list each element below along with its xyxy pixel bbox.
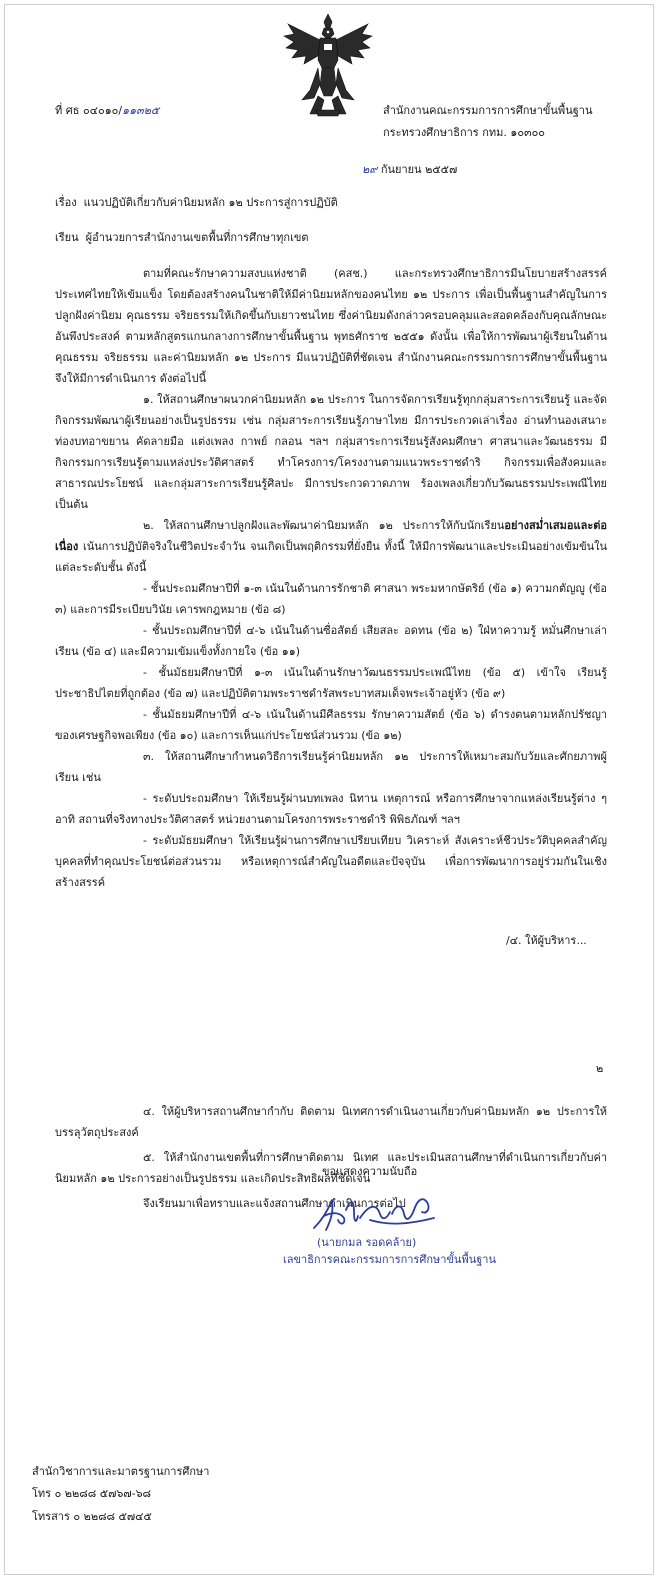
item-3-sub-2: - ระดับมัธยมศึกษา ให้เรียนรู้ผ่านการศึกษาเปรียบเทียบ วิเคราะห์ สังเคราะห์ชีวประวัติบุคคลสำคัญ บุคคลที่ทำคุณประโยชน์ต่อส่วนรวม หรือเหตุการณ์สำคัญในอดีตและปัจจุบัน เพื่อการพัฒนาการอยู่ร่วมกันในเชิงสร้างสรรค์ bbox=[55, 834, 607, 889]
item-2-sub-1: - ชั้นประถมศึกษาปีที่ ๑-๓ เน้นในด้านการรักชาติ ศาสนา พระมหากษัตริย์ (ข้อ ๑) ความกตัญญู (ข้อ ๓) และการมีระเบียบวินัย เคารพกฎหมาย (ข้อ ๘) bbox=[55, 582, 607, 616]
continuation-note: /๔. ให้ผู้บริหาร... bbox=[506, 934, 587, 947]
item-5: ๕. ให้สำนักงานเขตพื้นที่การศึกษาติดตาม นิเทศ และประเมินสถานศึกษาที่ดำเนินการเกี่ยวกับค่านิยมหลัก ๑๒ ประการอย่างเป็นรูปธรรม และเกิดประสิทธิผลที่ชัดเจน bbox=[55, 1151, 607, 1185]
date-month-year: กันยายน ๒๕๕๗ bbox=[380, 163, 458, 176]
salutation: ขอแสดงความนับถือ bbox=[322, 1165, 418, 1178]
reference-number bbox=[55, 101, 159, 121]
footer-department: สำนักวิชาการและมาตรฐานการศึกษา bbox=[32, 1465, 210, 1478]
item-2-bold-1: อย่างสม่ำเสมอ bbox=[504, 519, 574, 532]
item-2-sub-3: - ชั้นมัธยมศึกษาปีที่ ๑-๓ เน้นในด้านรักษาวัฒนธรรมประเพณีไทย (ข้อ ๕) เข้าใจ เรียนรู้ประชาธิปไตยที่ถูกต้อง (ข้อ ๗) และปฏิบัติตามพระราชดำรัสพระบาทสมเด็จพระเจ้าอยู่หัว (ข้อ ๙) bbox=[55, 666, 607, 700]
signer-position: เลขาธิการคณะกรรมการการศึกษาขั้นพื้นฐาน bbox=[283, 1253, 496, 1266]
item-2-sub-4: - ชั้นมัธยมศึกษาปีที่ ๔-๖ เน้นในด้านมีศีลธรรม รักษาความสัตย์ (ข้อ ๖) ดำรงตนตามหลักปรัชญาของเศรษฐกิจพอเพียง (ข้อ ๑๐) และการเห็นแก่ประโยชน์ส่วนรวม (ข้อ ๑๒) bbox=[55, 708, 607, 742]
handwritten-date-day: ๒๙ bbox=[362, 163, 378, 176]
reference-prefix: ที่ ศธ ๐๔๐๑๐/ bbox=[55, 104, 123, 117]
footer-phone: โทร ๐ ๒๒๘๘ ๕๗๖๗-๖๘ bbox=[32, 1487, 152, 1500]
garuda-emblem-icon bbox=[280, 10, 376, 118]
letter-body-page1 bbox=[55, 263, 607, 893]
item-2-sub-2: - ชั้นประถมศึกษาปีที่ ๔-๖ เน้นในด้านซื่อสัตย์ เสียสละ อดทน (ข้อ ๒) ใฝ่หาความรู้ หมั่นศึกษาเล่าเรียน (ข้อ ๔) และมีความเข้มแข็งทั้งกายใจ (ข้อ ๑๑) bbox=[55, 624, 607, 658]
footer-fax: โทรสาร ๐ ๒๒๘๘ ๕๗๔๕ bbox=[32, 1510, 152, 1523]
item-3-sub-1: - ระดับประถมศึกษา ให้เรียนรู้ผ่านบทเพลง นิทาน เหตุการณ์ หรือการศึกษาจากแหล่งเรียนรู้ต่าง ๆ อาทิ สถานที่จริงทางประวัติศาสตร์ หน่วยงานตามโครงการพระราชดำริ พิพิธภัณฑ์ ฯลฯ bbox=[55, 792, 607, 826]
item-2-text-cont: เน้นการปฏิบัติจริงในชีวิตประจำวัน จนเกิดเป็นพฤติกรรมที่ยั่งยืน ทั้งนี้ ให้มีการพัฒนาและประเมินอย่างเข้มข้นในแต่ละระดับชั้น ดังนี้ bbox=[55, 540, 607, 574]
item-2-text: ๒. ให้สถานศึกษาปลูกฝังและพัฒนาค่านิยมหลัก ๑๒ ประการให้กับนักเรียน bbox=[143, 519, 505, 532]
recipient-line bbox=[55, 228, 309, 248]
handwritten-signature-icon bbox=[310, 1190, 438, 1236]
office-address: กระทรวงศึกษาธิการ กทม. ๑๐๓๐๐ bbox=[383, 126, 546, 139]
document-date bbox=[362, 160, 457, 180]
item-4: ๔. ให้ผู้บริหารสถานศึกษากำกับ ติดตาม นิเทศการดำเนินงานเกี่ยวกับค่านิยมหลัก ๑๒ ประการให้บรรลุวัตถุประสงค์ bbox=[55, 1105, 607, 1139]
item-2-bold-2: และต่อเนื่อง bbox=[55, 519, 607, 553]
subject-label: เรื่อง bbox=[55, 196, 77, 209]
page-number: ๒ bbox=[596, 1062, 604, 1075]
subject-text: แนวปฏิบัติเกี่ยวกับค่านิยมหลัก ๑๒ ประการสู่การปฏิบัติ bbox=[83, 196, 338, 209]
intro-paragraph: ตามที่คณะรักษาความสงบแห่งชาติ (คสช.) และกระทรวงศึกษาธิการมีนโยบายสร้างสรรค์ประเทศไทยให้เข้มแข็ง โดยต้องสร้างคนในชาติให้มีค่านิยมหลักของคนไทย ๑๒ ประการ เพื่อเป็นพื้นฐานสำคัญในการปลูกฝังค่านิยม คุณธรรม จริยธรรมให้เกิดขึ้นกับเยาวชนไทย ซึ่งค่านิยมดังกล่าวครอบคลุมและสอดคล้องกับคุณลักษณะอันพึงประสงค์ ตามหลักสูตรแกนกลางการศึกษาขั้นพื้นฐาน พุทธศักราช ๒๕๕๑ ดังนั้น เพื่อให้การพัฒนาผู้เรียนในด้านคุณธรรม จริยธรรม และค่านิยมหลัก ๑๒ ประการ มีแนวปฏิบัติที่ชัดเจน สำนักงานคณะกรรมการการศึกษาขั้นพื้นฐานจึงให้มีการดำเนินการ ดังต่อไปนี้ bbox=[55, 267, 607, 385]
handwritten-ref-number: ๑๑๓๒๕ bbox=[122, 104, 160, 117]
item-1: ๑. ให้สถานศึกษาผนวกค่านิยมหลัก ๑๒ ประการ ในการจัดการเรียนรู้ทุกกลุ่มสาระการเรียนรู้ และจัดกิจกรรมพัฒนาผู้เรียนอย่างเป็นรูปธรรม เช่น กลุ่มสาระการเรียนรู้ภาษาไทย มีการประกวดเล่าเรื่อง อ่านทำนองเสนาะ ท่องบทอาขยาน คัดลายมือ แต่งเพลง กาพย์ กลอน ฯลฯ กลุ่มสาระการเรียนรู้สังคมศึกษา ศาสนาและวัฒนธรรม มีกิจกรรมการเรียนรู้ตามแหล่งประวัติศาสตร์ ทำโครงการ/โครงงานตามแนวพระราชดำริ กิจกรรมเพื่อสังคมและสาธารณประโยชน์ และกลุ่มสาระการเรียนรู้ศิลปะ มีการประกวดวาดภาพ ร้องเพลงเกี่ยวกับวัฒนธรรมประเพณีไทย เป็นต้น bbox=[55, 393, 607, 511]
signer-name: (นายกมล รอดคล้าย) bbox=[317, 1236, 417, 1249]
item-3: ๓. ให้สถานศึกษากำหนดวิธีการเรียนรู้ค่านิยมหลัก ๑๒ ประการให้เหมาะสมกับวัยและศักยภาพผู้เรียน เช่น bbox=[55, 750, 607, 784]
item-2 bbox=[55, 515, 607, 578]
office-name: สำนักงานคณะกรรมการการศึกษาขั้นพื้นฐาน bbox=[383, 104, 593, 117]
subject-line bbox=[55, 193, 338, 213]
recipient-text: ผู้อำนวยการสำนักงานเขตพื้นที่การศึกษาทุกเขต bbox=[85, 231, 309, 244]
closing-request: จึงเรียนมาเพื่อทราบและแจ้งสถานศึกษาดำเนินการต่อไป bbox=[143, 1197, 406, 1210]
recipient-label: เรียน bbox=[55, 231, 79, 244]
